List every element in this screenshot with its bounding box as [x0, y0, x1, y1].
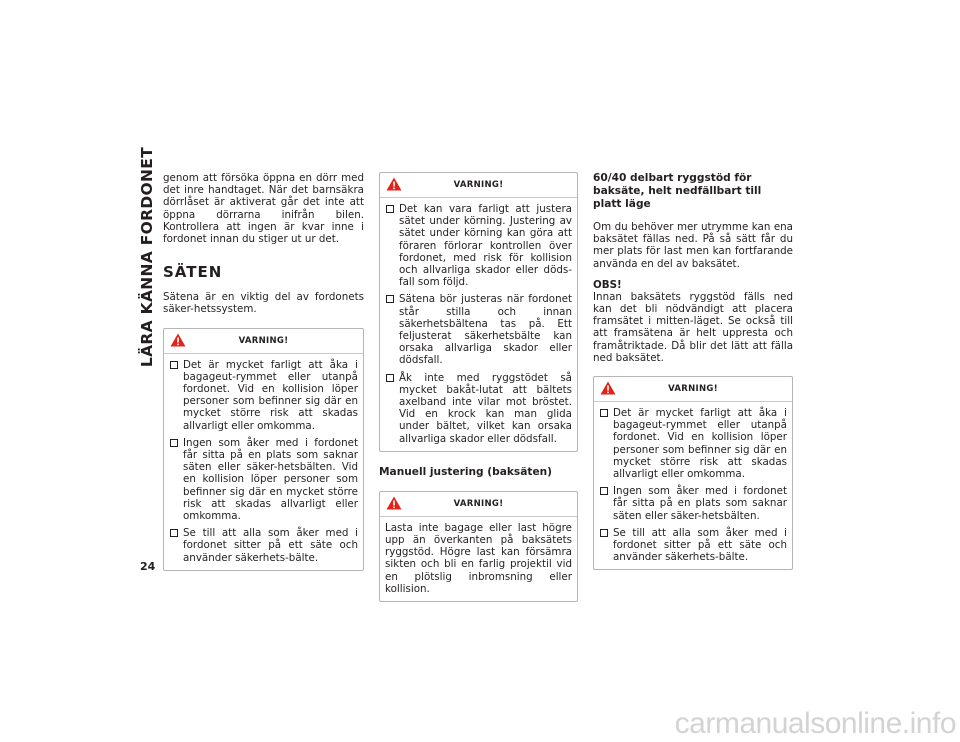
warning-item [599, 407, 787, 480]
warning-body [164, 354, 363, 570]
warning-header [594, 377, 792, 402]
warning-item [385, 372, 572, 445]
subheading-manual-adjustment: Manuell justering (baksäten) [379, 465, 553, 478]
warning-header [380, 492, 577, 517]
warning-list [169, 359, 358, 564]
page-number: 24 [140, 560, 156, 573]
warning-item [599, 527, 787, 564]
square-bullet-icon [600, 487, 608, 495]
split-seat-paragraph: Om du behöver mer utrymme kan ena baksätet fällas ned. På så sätt får du mer plats för last men kan fortfarande använda en del av baksätet. [593, 221, 793, 270]
warning-body [380, 198, 577, 451]
warning-item-text: Sätena bör justeras när fordonet står stilla och innan säkerhetsbältena tas på. Ett feljusterat säkerhetsbälte kan orsaka allvarliga skador eller dödsfall. [399, 293, 572, 367]
warning-item-text: Ingen som åker med i fordonet får sitta på en plats som saknar säten eller säker-hetsbälten. Vid en kollision löper personer som befinner sig där en mycket större risk att skadas allvarligt eller omkomma. [183, 436, 358, 523]
warning-list [599, 407, 787, 563]
square-bullet-icon [386, 374, 394, 382]
warning-item [385, 293, 572, 366]
warning-list [385, 203, 572, 445]
square-bullet-icon [170, 361, 178, 369]
obs-note [593, 279, 793, 364]
column-2 [379, 172, 578, 602]
warning-item-text: Ingen som åker med i fordonet får sitta på en plats som saknar säten eller säker-hetsbälten. [613, 485, 787, 522]
warning-item [169, 359, 358, 432]
warning-item-text: Det är mycket farligt att åka i bagageut-rymmet eller utanpå fordonet. Vid en kollision löper personer som befinner sig där en mycket större risk att skadas allvarligt eller omkomma. [183, 358, 358, 432]
warning-title: VARNING! [668, 384, 718, 395]
warning-item-text: Det är mycket farligt att åka i bagageut-rymmet eller utanpå fordonet. Vid en kollision löper personer som befinner sig där en mycket större risk att skadas allvarligt eller omkomma. [613, 407, 787, 481]
warning-body [380, 517, 577, 601]
warning-item-text: Det kan vara farligt att justera sätet under körning. Justering av sätet under körning kan göra att föraren förlorar kontrollen över fordonet, med risk för kollision och allvarliga skador eller döds-fall som följd. [399, 203, 572, 289]
square-bullet-icon [600, 409, 608, 417]
warning-title: VARNING! [238, 335, 289, 346]
warning-item [599, 485, 787, 522]
chapter-side-title [136, 146, 158, 368]
square-bullet-icon [170, 529, 178, 537]
warning-item [169, 527, 358, 564]
obs-paragraph: Innan baksätets ryggstöd fälls ned kan det bli nödvändigt att placera framsätet i mitten-läget. Se också till att framsätena är helt uppresta och framåtriktade. Då blir det lätt att fälla ned baksätet. [593, 290, 793, 364]
warning-box [163, 328, 364, 571]
square-bullet-icon [600, 529, 608, 537]
watermark: carmanualsonline.info [674, 707, 956, 740]
square-bullet-icon [386, 205, 394, 213]
warning-box [379, 172, 578, 452]
warning-header [380, 173, 577, 198]
intro-paragraph: genom att försöka öppna en dörr med det inre handtaget. När det barnsäkra dörrlåset är aktiverat går det inte att öppna dörrarna inifrån bilen. Kontrollera att ingen är kvar inne i fordonet innan du stiger ut ur det. [163, 172, 364, 246]
section-title: SÄTEN [163, 263, 223, 282]
warning-item-text: Se till att alla som åker med i fordonet sitter på ett säte och använder säkerhets-bälte. [183, 527, 358, 564]
warning-body [594, 402, 792, 569]
warning-box [379, 491, 578, 602]
warning-text: Lasta inte bagage eller last högre upp än överkanten på baksätets ryggstöd. Högre last kan försämra sikten och bli en farlig projektil vid en plötslig inbromsning eller kollision. [385, 521, 572, 595]
warning-item-text: Åk inte med ryggstödet så mycket bakåt-lutat att bältets axelband inte vilar mot bröstet. Vid en krock kan man glida under bältet, vilket kan orsaka allvarliga skador eller dödsfall. [399, 371, 572, 445]
section-paragraph: Sätena är en viktig del av fordonets säker-hetssystem. [163, 291, 364, 316]
warning-item-text: Se till att alla som åker med i fordonet sitter på ett säte och använder säkerhets-bälte. [613, 526, 787, 564]
warning-header [164, 329, 363, 354]
subheading-split-seat: 60/40 delbart ryggstöd för baksäte, helt nedfällbart till platt läge [593, 172, 762, 210]
warning-item [385, 203, 572, 288]
warning-title: VARNING! [453, 180, 504, 190]
square-bullet-icon [386, 295, 394, 303]
obs-label: OBS! [593, 278, 622, 291]
chapter-title-text: LÄRA KÄNNA FORDONET [138, 146, 156, 368]
warning-title: VARNING! [453, 498, 504, 509]
column-1 [163, 172, 364, 571]
square-bullet-icon [170, 439, 178, 447]
column-3 [593, 172, 793, 570]
warning-item [169, 437, 358, 522]
warning-box [593, 376, 793, 570]
